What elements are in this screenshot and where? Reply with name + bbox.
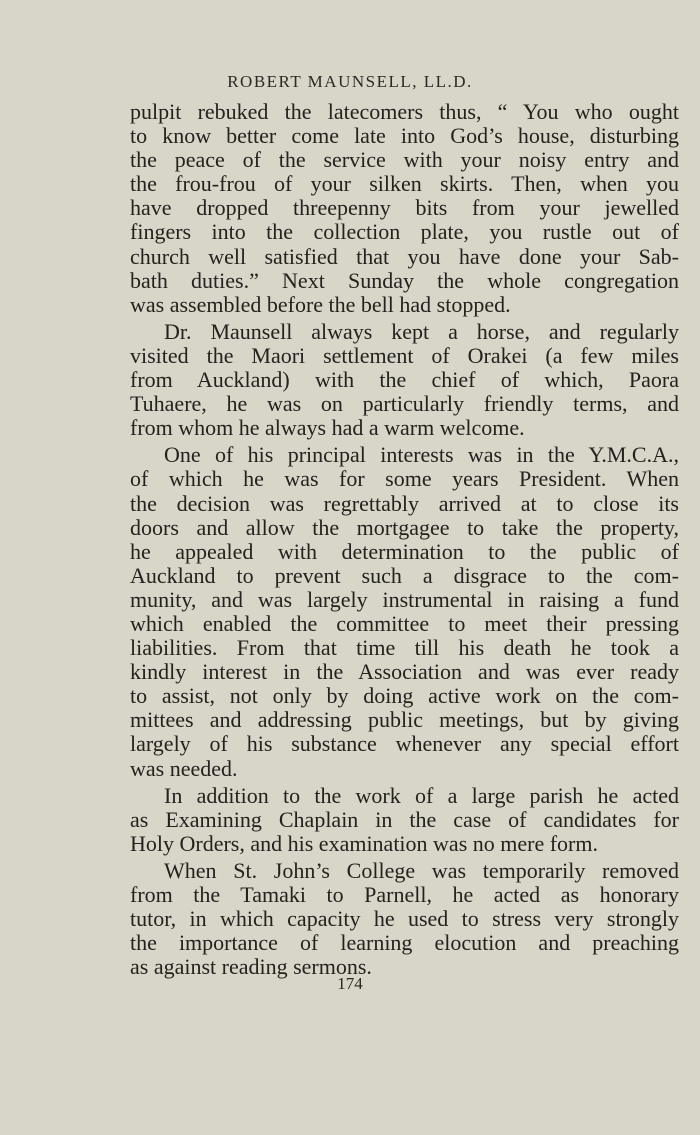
text-line: the frou-frou of your silken skirts. Then, when you	[130, 171, 679, 197]
text-line: kindly interest in the Association and was ever ready	[130, 659, 679, 685]
text-line: Holy Orders, and his examination was no mere form.	[130, 830, 598, 856]
text-line: Auckland to prevent such a disgrace to the com-	[130, 562, 679, 588]
text-line: the importance of learning elocution and preaching	[130, 930, 679, 956]
text-line: the decision was regrettably arrived at to close its	[130, 490, 679, 516]
text-line: which enabled the committee to meet their pressing	[130, 610, 679, 636]
text-line: One of his principal interests was in the Y.M.C.A.,	[164, 442, 679, 468]
text-line: visited the Maori settlement of Orakei (a few miles	[130, 342, 679, 368]
text-line: he appealed with determination to the public of	[130, 538, 679, 564]
text-line: tutor, in which capacity he used to stress very strongly	[130, 906, 679, 932]
text-line: fingers into the collection plate, you rustle out of	[130, 219, 679, 245]
paragraph	[130, 320, 679, 440]
text-line: When St. John’s College was temporarily removed	[164, 857, 679, 883]
text-line: of which he was for some years President. When	[130, 466, 679, 492]
text-line: as Examining Chaplain in the case of candidates for	[130, 806, 679, 832]
paragraph	[130, 859, 679, 979]
text-line: was assembled before the bell had stopped.	[130, 291, 511, 317]
text-line: church well satisfied that you have done your Sab-	[130, 243, 679, 269]
text-line: munity, and was largely instrumental in raising a fund	[130, 586, 679, 612]
text-line: as against reading sermons.	[130, 954, 372, 980]
text-line: pulpit rebuked the latecomers thus, “ You who ought	[130, 99, 679, 124]
page-number: 174	[337, 974, 363, 993]
text-line: have dropped threepenny bits from your jewelled	[130, 195, 679, 221]
text-line: was needed.	[130, 755, 238, 781]
text-line: to know better come late into God’s house, disturbing	[130, 123, 679, 149]
text-line: largely of his substance whenever any special effort	[130, 731, 679, 757]
text-line: doors and allow the mortgagee to take the property,	[130, 514, 679, 540]
body-text	[130, 100, 679, 979]
paragraph	[130, 443, 679, 780]
text-line: from whom he always had a warm welcome.	[130, 415, 525, 441]
text-line: from the Tamaki to Parnell, he acted as honorary	[130, 882, 679, 907]
text-line: to assist, not only by doing active work on the com-	[130, 683, 679, 709]
text-line: mittees and addressing public meetings, but by giving	[130, 707, 679, 733]
text-line: from Auckland) with the chief of which, Paora	[130, 367, 679, 393]
text-line: Dr. Maunsell always kept a horse, and regularly	[164, 318, 679, 344]
text-line: liabilities. From that time till his death he took a	[130, 635, 679, 661]
text-line: Tuhaere, he was on particularly friendly terms, and	[130, 391, 679, 417]
paragraph	[130, 784, 679, 856]
paragraph	[130, 100, 679, 317]
text-line: bath duties.” Next Sunday the whole congregation	[130, 267, 679, 293]
text-line: In addition to the work of a large parish he acted	[164, 782, 679, 808]
text-line: the peace of the service with your noisy entry and	[130, 147, 679, 173]
running-head: ROBERT MAUNSELL, LL.D.	[227, 72, 473, 91]
